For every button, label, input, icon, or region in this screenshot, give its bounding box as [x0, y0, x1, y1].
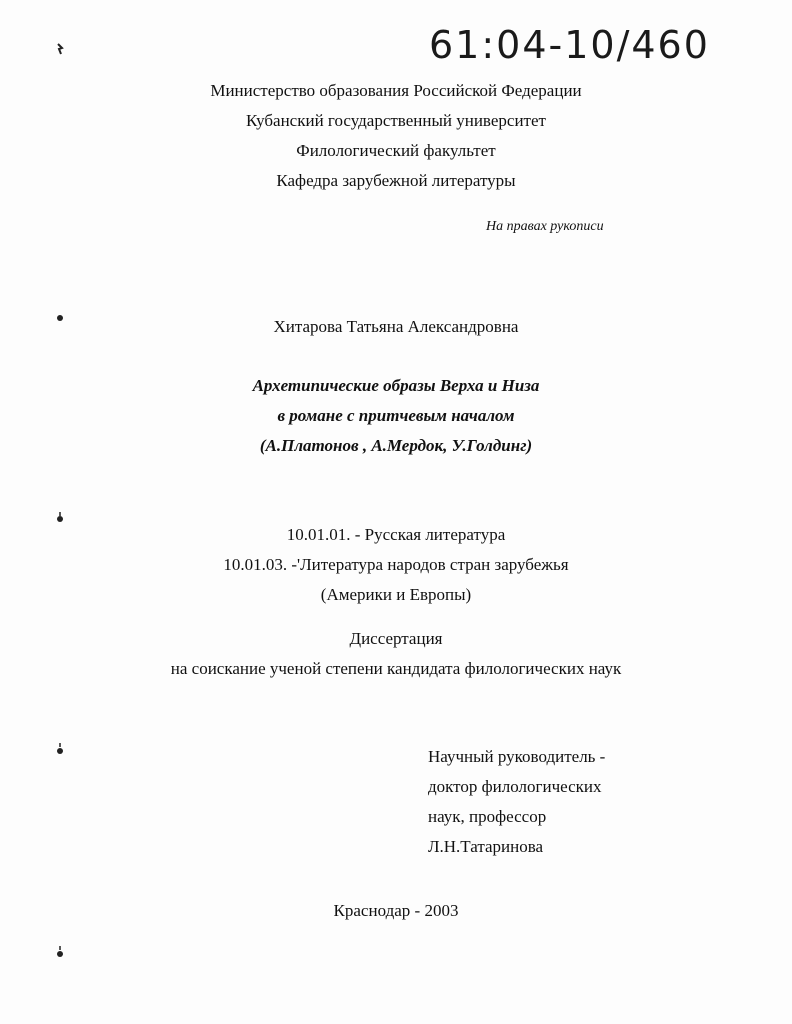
supervisor-title: Научный руководитель -: [428, 747, 606, 766]
author-name: Хитарова Татьяна Александровна: [273, 317, 519, 336]
specialty-2-continuation: (Америки и Европы): [320, 585, 472, 604]
archive-code-text: 61:04-10/460: [429, 23, 710, 67]
degree-line: на соискание ученой степени кандидата филологических наук: [170, 659, 622, 678]
margin-dot-icon: [55, 510, 65, 524]
title-line-1: Архетипические образы Верха и Низа: [252, 376, 540, 395]
supervisor-name: Л.Н.Татаринова: [428, 837, 544, 856]
manuscript-rights-note: На правах рукописи: [486, 219, 604, 234]
title-line-2: в романе с притчевым началом: [277, 406, 515, 425]
supervisor-rank: наук, профессор: [428, 807, 547, 826]
margin-dot-icon: [55, 945, 65, 959]
title-line-3: (А.Платонов , А.Мердок, У.Голдинг): [259, 436, 533, 455]
faculty-line: Филологический факультет: [296, 141, 496, 160]
department-line: Кафедра зарубежной литературы: [276, 171, 516, 190]
dissertation-label: Диссертация: [349, 629, 443, 648]
margin-mark-icon: [55, 42, 65, 56]
university-line: Кубанский государственный университет: [246, 111, 546, 130]
city-year: Краснодар - 2003: [333, 901, 459, 920]
margin-dot-icon: [55, 742, 65, 756]
handwritten-archive-code: [425, 18, 725, 68]
supervisor-degree: доктор филологических: [428, 777, 602, 796]
specialty-2: 10.01.03. -'Литература народов стран зарубежья: [223, 555, 569, 574]
ministry-line: Министерство образования Российской Федерации: [210, 81, 582, 100]
specialty-1: 10.01.01. - Русская литература: [286, 525, 506, 544]
